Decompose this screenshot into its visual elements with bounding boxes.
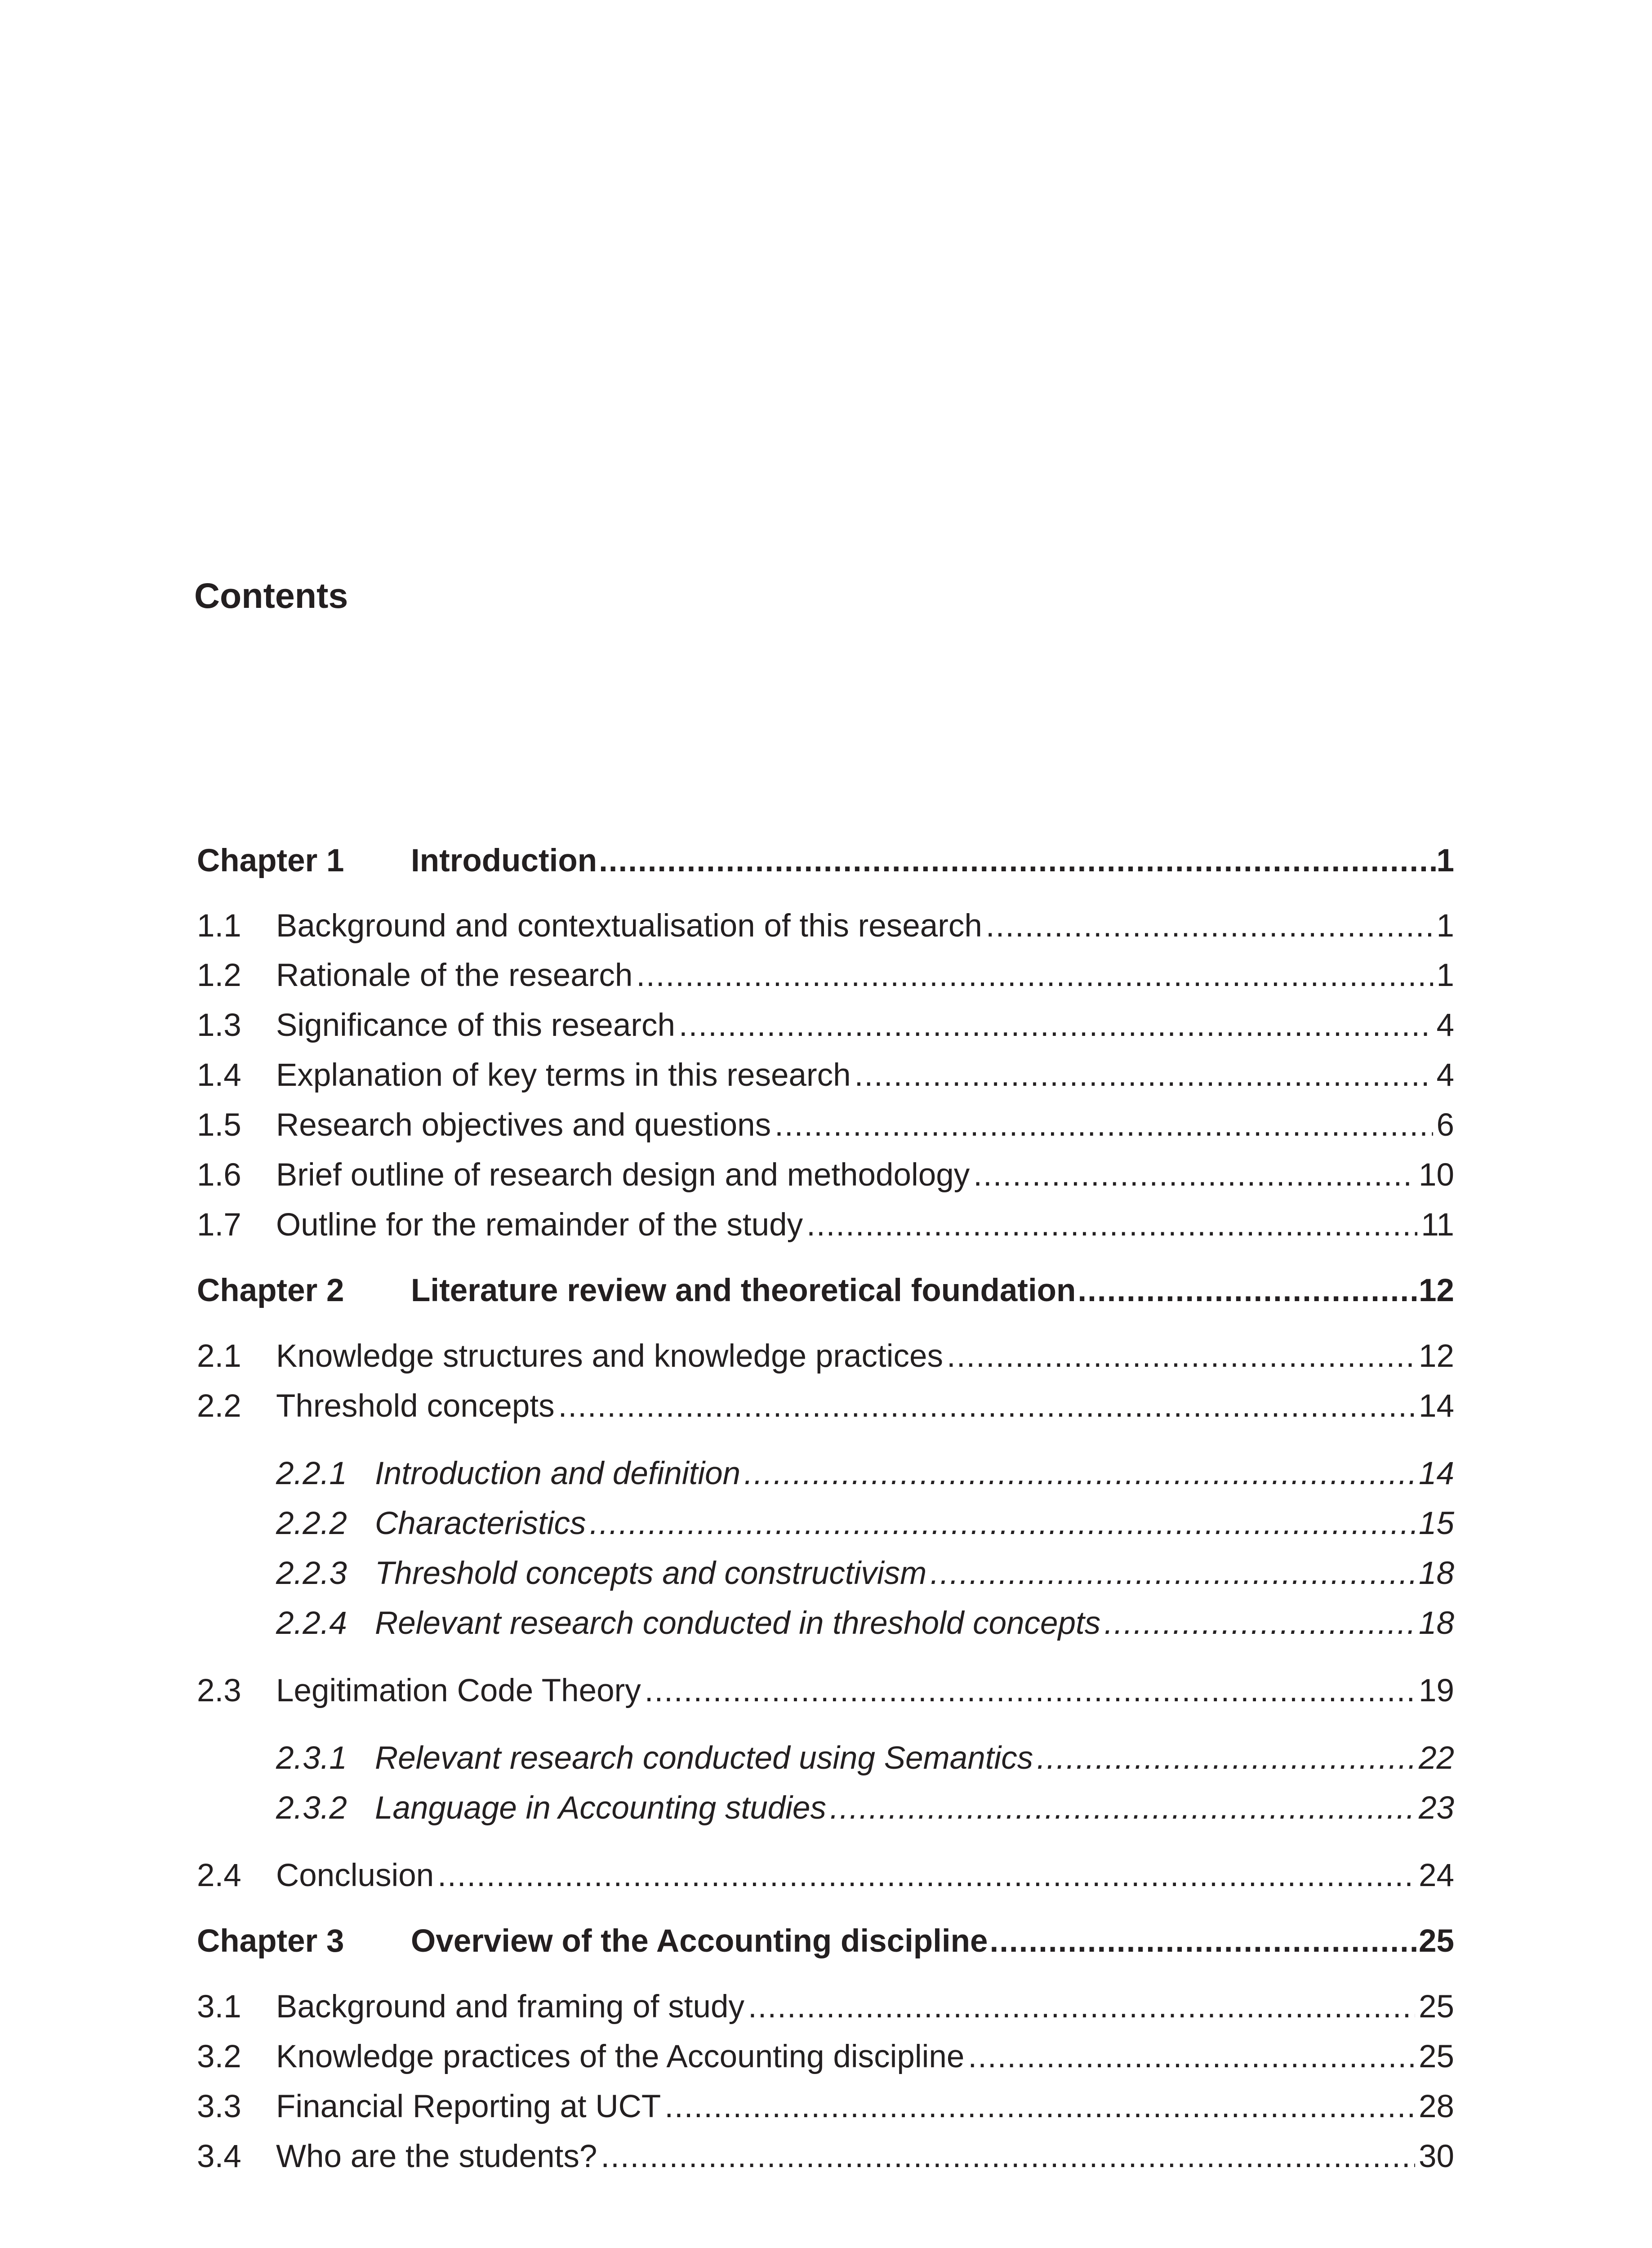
toc-entry-title: Financial Reporting at UCT bbox=[276, 2089, 661, 2124]
toc-entry-number: Chapter 3 bbox=[197, 1923, 344, 1959]
dot-leader bbox=[558, 1386, 1415, 1427]
toc-section-row[interactable] bbox=[197, 1987, 1454, 2027]
toc-section-row[interactable] bbox=[197, 2087, 1454, 2127]
toc-entry-page-number: 18 bbox=[1419, 1556, 1454, 1591]
toc-entry-title: Who are the students? bbox=[276, 2139, 597, 2174]
toc-entry-number: 2.2.4 bbox=[276, 1606, 347, 1641]
toc-entry-page-number: 23 bbox=[1419, 1790, 1454, 1826]
dot-leader bbox=[1104, 1603, 1415, 1644]
toc-entry-number: 2.3.2 bbox=[276, 1790, 347, 1826]
toc-entry-title: Introduction bbox=[411, 843, 597, 879]
toc-entry-page-number: 14 bbox=[1419, 1388, 1454, 1424]
dot-leader bbox=[437, 1855, 1415, 1896]
dot-leader bbox=[806, 1205, 1417, 1245]
dot-leader bbox=[645, 1671, 1415, 1711]
toc-entry-number: 1.4 bbox=[197, 1057, 241, 1093]
toc-entry-number: 1.5 bbox=[197, 1107, 241, 1143]
toc-chapter-row[interactable] bbox=[197, 1271, 1454, 1311]
toc-entry-page-number: 12 bbox=[1419, 1273, 1454, 1308]
toc-section-row[interactable] bbox=[197, 1005, 1454, 1046]
toc-entry-page-number: 18 bbox=[1419, 1606, 1454, 1641]
toc-entry-page-number: 1 bbox=[1436, 958, 1454, 993]
toc-entry-number: 1.2 bbox=[197, 958, 241, 993]
toc-entry-number: 2.4 bbox=[197, 1858, 241, 1893]
toc-entry-page-number: 4 bbox=[1436, 1057, 1454, 1093]
toc-entry-page-number: 15 bbox=[1419, 1506, 1454, 1541]
toc-entry-number: 2.3.1 bbox=[276, 1740, 347, 1776]
dot-leader bbox=[775, 1105, 1433, 1146]
toc-entry-title: Knowledge structures and knowledge practices bbox=[276, 1338, 943, 1374]
toc-entry-page-number: 25 bbox=[1419, 1923, 1454, 1959]
toc-entry-number: 2.2 bbox=[197, 1388, 241, 1424]
toc-section-row[interactable] bbox=[197, 1336, 1454, 1377]
dot-leader bbox=[989, 1921, 1419, 1962]
toc-entry-page-number: 1 bbox=[1436, 843, 1454, 879]
toc-section-row[interactable] bbox=[197, 2136, 1454, 2177]
toc-entry-number: 1.6 bbox=[197, 1157, 241, 1193]
toc-entry-number: 2.2.3 bbox=[276, 1556, 347, 1591]
toc-chapter-row[interactable] bbox=[197, 841, 1454, 881]
toc-entry-page-number: 25 bbox=[1419, 2039, 1454, 2074]
dot-leader bbox=[748, 1987, 1415, 2027]
toc-entry-page-number: 22 bbox=[1419, 1740, 1454, 1776]
toc-entry-page-number: 4 bbox=[1436, 1008, 1454, 1043]
toc-entry-number: 2.3 bbox=[197, 1673, 241, 1708]
toc-entry-title: Research objectives and questions bbox=[276, 1107, 771, 1143]
toc-entry-title: Knowledge practices of the Accounting discipline bbox=[276, 2039, 965, 2074]
dot-leader bbox=[601, 2136, 1415, 2177]
toc-subsection-row[interactable] bbox=[276, 1788, 1454, 1829]
toc-entry-title: Threshold concepts and constructivism bbox=[375, 1556, 927, 1591]
dot-leader bbox=[855, 1055, 1433, 1096]
toc-entry-title: Characteristics bbox=[375, 1506, 586, 1541]
toc-subsection-row[interactable] bbox=[276, 1553, 1454, 1594]
toc-entry-page-number: 6 bbox=[1436, 1107, 1454, 1143]
toc-subsection-row[interactable] bbox=[276, 1738, 1454, 1779]
page-title: Contents bbox=[194, 575, 348, 616]
toc-entry-title: Outline for the remainder of the study bbox=[276, 1207, 803, 1243]
toc-section-row[interactable] bbox=[197, 1155, 1454, 1195]
dot-leader bbox=[744, 1454, 1415, 1494]
toc-entry-number: 1.7 bbox=[197, 1207, 241, 1243]
toc-entry-page-number: 19 bbox=[1419, 1673, 1454, 1708]
toc-entry-number: 2.2.2 bbox=[276, 1506, 347, 1541]
toc-entry-page-number: 11 bbox=[1421, 1207, 1454, 1243]
toc-section-row[interactable] bbox=[197, 1105, 1454, 1146]
dot-leader bbox=[636, 955, 1433, 996]
dot-leader bbox=[1078, 1271, 1419, 1311]
toc-entry-title: Rationale of the research bbox=[276, 958, 633, 993]
toc-subsection-row[interactable] bbox=[276, 1503, 1454, 1544]
toc-entry-number: 2.1 bbox=[197, 1338, 241, 1374]
toc-entry-title: Background and contextualisation of this research bbox=[276, 908, 982, 944]
toc-chapter-row[interactable] bbox=[197, 1921, 1454, 1962]
dot-leader bbox=[968, 2037, 1415, 2077]
toc-section-row[interactable] bbox=[197, 1671, 1454, 1711]
dot-leader bbox=[590, 1503, 1416, 1544]
toc-entry-number: 2.2.1 bbox=[276, 1456, 347, 1491]
toc-entry-title: Significance of this research bbox=[276, 1008, 675, 1043]
toc-entry-title: Introduction and definition bbox=[375, 1456, 741, 1491]
toc-section-row[interactable] bbox=[197, 1386, 1454, 1427]
dot-leader bbox=[947, 1336, 1415, 1377]
table-of-contents bbox=[197, 0, 1454, 2248]
toc-entry-page-number: 10 bbox=[1419, 1157, 1454, 1193]
dot-leader bbox=[1037, 1738, 1415, 1779]
dot-leader bbox=[664, 2087, 1415, 2127]
toc-section-row[interactable] bbox=[197, 955, 1454, 996]
toc-entry-title: Literature review and theoretical foundation bbox=[411, 1273, 1076, 1308]
toc-section-row[interactable] bbox=[197, 1055, 1454, 1096]
toc-subsection-row[interactable] bbox=[276, 1603, 1454, 1644]
toc-entry-number: 3.1 bbox=[197, 1989, 241, 2025]
toc-entry-title: Explanation of key terms in this research bbox=[276, 1057, 851, 1093]
toc-entry-page-number: 24 bbox=[1419, 1858, 1454, 1893]
toc-section-row[interactable] bbox=[197, 2037, 1454, 2077]
toc-section-row[interactable] bbox=[197, 1205, 1454, 1245]
toc-entry-title: Legitimation Code Theory bbox=[276, 1673, 641, 1708]
toc-entry-title: Relevant research conducted using Semantics bbox=[375, 1740, 1033, 1776]
toc-entry-title: Overview of the Accounting discipline bbox=[411, 1923, 988, 1959]
dot-leader bbox=[986, 906, 1433, 946]
toc-entry-number: 1.1 bbox=[197, 908, 241, 944]
toc-entry-title: Background and framing of study bbox=[276, 1989, 744, 2025]
toc-entry-page-number: 1 bbox=[1436, 908, 1454, 944]
toc-entry-number: Chapter 2 bbox=[197, 1273, 344, 1308]
toc-entry-number: 3.2 bbox=[197, 2039, 241, 2074]
toc-entry-number: 3.3 bbox=[197, 2089, 241, 2124]
toc-entry-number: 1.3 bbox=[197, 1008, 241, 1043]
toc-section-row[interactable] bbox=[197, 906, 1454, 946]
toc-entry-page-number: 12 bbox=[1419, 1338, 1454, 1374]
toc-entry-title: Relevant research conducted in threshold concepts bbox=[375, 1606, 1101, 1641]
toc-entry-title: Conclusion bbox=[276, 1858, 434, 1893]
toc-entry-page-number: 25 bbox=[1419, 1989, 1454, 2025]
toc-entry-page-number: 14 bbox=[1419, 1456, 1454, 1491]
toc-subsection-row[interactable] bbox=[276, 1454, 1454, 1494]
toc-entry-number: Chapter 1 bbox=[197, 843, 344, 879]
dot-leader bbox=[679, 1005, 1433, 1046]
toc-entry-title: Brief outline of research design and methodology bbox=[276, 1157, 970, 1193]
dot-leader bbox=[973, 1155, 1415, 1195]
dot-leader bbox=[830, 1788, 1415, 1829]
dot-leader bbox=[599, 841, 1436, 881]
toc-entry-number: 3.4 bbox=[197, 2139, 241, 2174]
toc-entry-page-number: 28 bbox=[1419, 2089, 1454, 2124]
dot-leader bbox=[930, 1553, 1415, 1594]
toc-entry-page-number: 30 bbox=[1419, 2139, 1454, 2174]
toc-entry-title: Threshold concepts bbox=[276, 1388, 555, 1424]
toc-section-row[interactable] bbox=[197, 1855, 1454, 1896]
toc-entry-title: Language in Accounting studies bbox=[375, 1790, 826, 1826]
